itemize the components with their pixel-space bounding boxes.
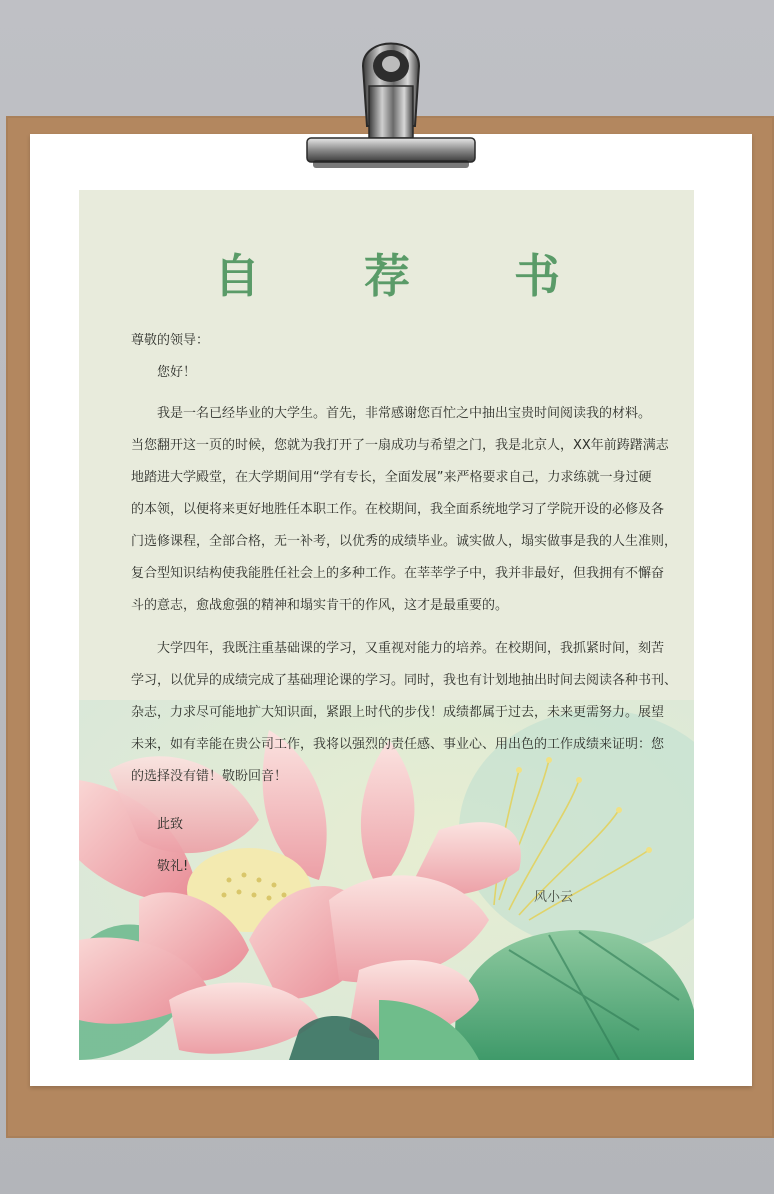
binder-clip-icon: [305, 26, 477, 178]
salutation: 尊敬的领导：: [131, 333, 210, 348]
paragraph-2-line: 的选择没有错！敬盼回音！: [131, 769, 288, 784]
paragraph-1-line: 门选修课程，全部合格，无一补考，以优秀的成绩毕业。诚实做人，塌实做事是我的人生准则，: [131, 534, 678, 549]
paragraph-2-line: 未来，如有幸能在贵公司工作，我将以强烈的责任感、事业心、用出色的工作成绩来证明：您: [131, 737, 665, 752]
paragraph-1-line: 当您翻开这一页的时候，您就为我打开了一扇成功与希望之门，我是北京人，XX年前踌躇满志: [131, 438, 669, 453]
paragraph-2-line: 杂志，力求尽可能地扩大知识面，紧跟上时代的步伐！成绩都属于过去，未来更需努力。展望: [131, 705, 665, 720]
paragraph-1-line: 我是一名已经毕业的大学生。首先，非常感谢您百忙之中抽出宝贵时间阅读我的材料。: [131, 406, 652, 421]
greeting: 您好！: [157, 365, 197, 380]
page-title: 自 荐 书: [213, 249, 605, 303]
closing-ci-zhi: 此致: [157, 817, 184, 832]
signature: 风小云: [534, 890, 574, 905]
paragraph-2: [131, 633, 678, 793]
paragraph-1-line: 的本领，以便将来更好地胜任本职工作。在校期间，我全面系统地学习了学院开设的必修及各: [131, 502, 665, 517]
paragraph-1: [131, 398, 678, 622]
closing-jing-li: 敬礼!: [157, 859, 189, 874]
paragraph-1-line: 复合型知识结构使我能胜任社会上的多种工作。在莘莘学子中，我并非最好，但我拥有不懈奋: [131, 566, 665, 581]
paragraph-2-line: 学习，以优异的成绩完成了基础理论课的学习。同时，我也有计划地抽出时间去阅读各种书刊、: [131, 673, 678, 688]
paragraph-1-line: 斗的意志，愈战愈强的精神和塌实肯干的作风，这才是最重要的。: [131, 598, 509, 613]
paragraph-2-line: 大学四年，我既注重基础课的学习，又重视对能力的培养。在校期间，我抓紧时间，刻苦: [157, 641, 665, 656]
paragraph-1-line: 地踏进大学殿堂，在大学期间用“学有专长，全面发展”来严格要求自己，力求练就一身过硬: [131, 470, 652, 485]
